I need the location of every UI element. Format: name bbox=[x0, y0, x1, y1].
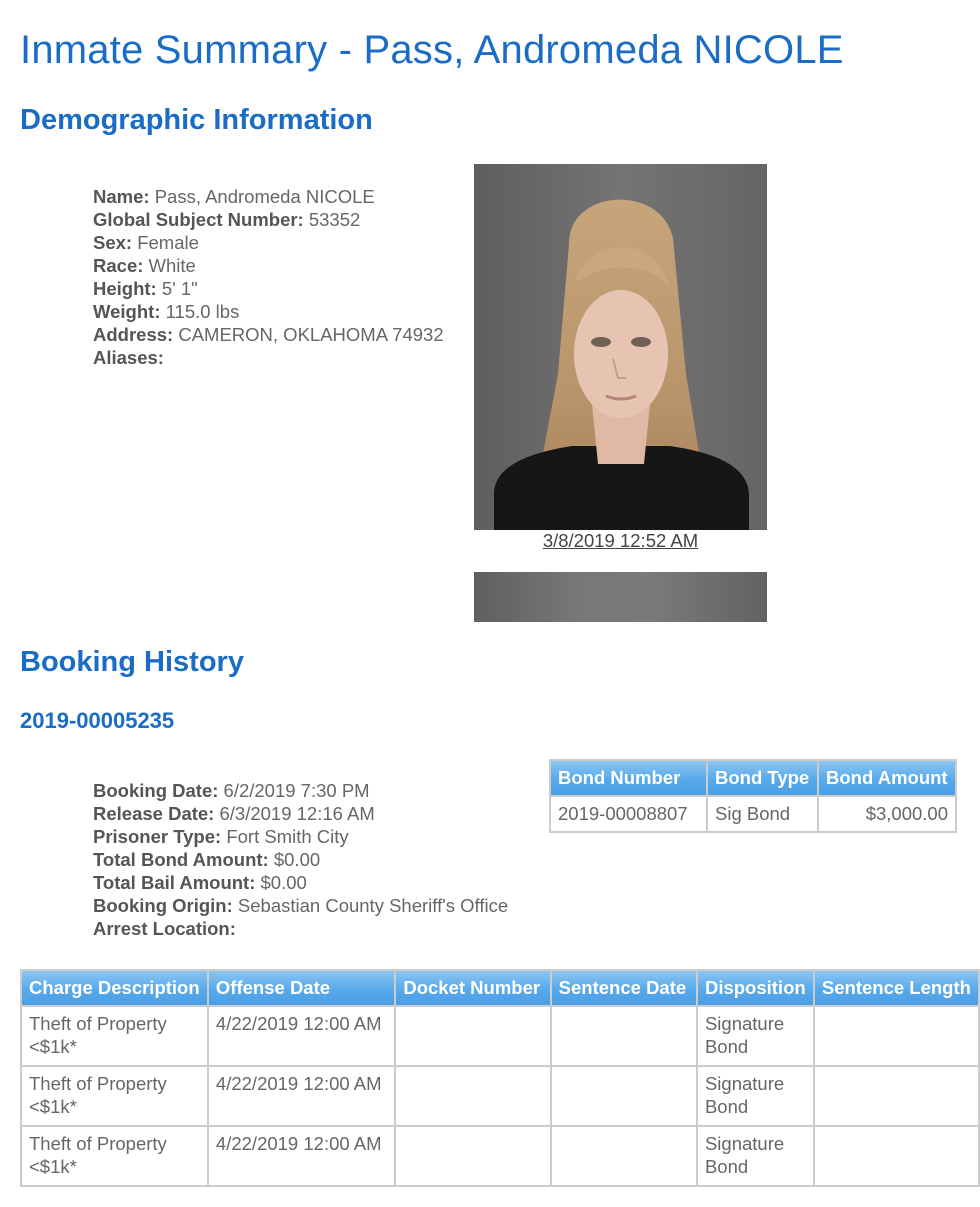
column-header: Disposition bbox=[697, 970, 814, 1006]
field-value: 5' 1" bbox=[161, 278, 198, 299]
sentence-length-cell bbox=[814, 1126, 979, 1186]
bond-amount-cell: $3,000.00 bbox=[818, 796, 956, 832]
bond-row bbox=[550, 796, 956, 832]
field-label: Name: bbox=[93, 186, 150, 207]
charges-header-row bbox=[21, 970, 979, 1006]
photo-date-link[interactable]: 3/8/2019 12:52 AM bbox=[542, 530, 699, 551]
field-label: Sex: bbox=[93, 232, 133, 253]
sentence-length-cell bbox=[814, 1066, 979, 1126]
offense-date-cell: 4/22/2019 12:00 AM bbox=[208, 1066, 395, 1126]
field-value: 53352 bbox=[308, 209, 361, 230]
field-name bbox=[93, 185, 444, 208]
field-label: Weight: bbox=[93, 301, 161, 322]
field-weight bbox=[93, 300, 444, 323]
booking-number: 2019-00005235 bbox=[20, 708, 175, 733]
column-header: Offense Date bbox=[208, 970, 395, 1006]
field-label: Prisoner Type: bbox=[93, 826, 222, 847]
field-total-bail-amount bbox=[93, 871, 508, 894]
field-value: $0.00 bbox=[260, 872, 307, 893]
field-value: Female bbox=[137, 232, 199, 253]
column-header: Bond Number bbox=[550, 760, 707, 796]
field-label: Race: bbox=[93, 255, 144, 276]
field-release-date bbox=[93, 802, 508, 825]
field-height bbox=[93, 277, 444, 300]
offense-date-cell: 4/22/2019 12:00 AM bbox=[208, 1006, 395, 1066]
field-sex bbox=[93, 231, 444, 254]
field-label: Arrest Location: bbox=[93, 918, 236, 939]
mugshot-illustration bbox=[474, 164, 767, 530]
field-value: $0.00 bbox=[273, 849, 321, 870]
field-value: Fort Smith City bbox=[226, 826, 349, 847]
field-label: Booking Date: bbox=[93, 780, 219, 801]
bond-header-row bbox=[550, 760, 956, 796]
charge-row bbox=[21, 1006, 979, 1066]
docket-number-cell bbox=[395, 1006, 550, 1066]
column-header: Charge Description bbox=[21, 970, 208, 1006]
column-header: Bond Type bbox=[707, 760, 818, 796]
charges-table bbox=[20, 969, 980, 1187]
field-value: 6/2/2019 7:30 PM bbox=[223, 780, 370, 801]
bond-type-cell: Sig Bond bbox=[707, 796, 818, 832]
field-total-bond-amount bbox=[93, 848, 508, 871]
sentence-length-cell bbox=[814, 1006, 979, 1066]
demographic-fields bbox=[93, 185, 444, 369]
field-address bbox=[93, 323, 444, 346]
field-label: Release Date: bbox=[93, 803, 215, 824]
field-race bbox=[93, 254, 444, 277]
disposition-cell: Signature Bond bbox=[697, 1066, 814, 1126]
booking-fields bbox=[93, 779, 508, 940]
bond-number-cell: 2019-00008807 bbox=[550, 796, 707, 832]
column-header: Sentence Length bbox=[814, 970, 979, 1006]
column-header: Docket Number bbox=[395, 970, 550, 1006]
field-global-subject-number bbox=[93, 208, 444, 231]
page-title: Inmate Summary - Pass, Andromeda NICOLE bbox=[20, 28, 844, 72]
field-prisoner-type bbox=[93, 825, 508, 848]
disposition-cell: Signature Bond bbox=[697, 1126, 814, 1186]
charge-description-cell: Theft of Property <$1k* bbox=[21, 1126, 208, 1186]
mugshot-photo bbox=[474, 164, 767, 530]
charge-description-cell: Theft of Property <$1k* bbox=[21, 1066, 208, 1126]
field-value: 6/3/2019 12:16 AM bbox=[219, 803, 375, 824]
field-value: Pass, Andromeda NICOLE bbox=[154, 186, 375, 207]
charge-row bbox=[21, 1126, 979, 1186]
sentence-date-cell bbox=[551, 1126, 697, 1186]
field-arrest-location bbox=[93, 917, 508, 940]
docket-number-cell bbox=[395, 1066, 550, 1126]
field-booking-date bbox=[93, 779, 508, 802]
sentence-date-cell bbox=[551, 1066, 697, 1126]
field-label: Height: bbox=[93, 278, 157, 299]
field-aliases bbox=[93, 346, 444, 369]
field-value: Sebastian County Sheriff's Office bbox=[237, 895, 509, 916]
offense-date-cell: 4/22/2019 12:00 AM bbox=[208, 1126, 395, 1186]
demographic-heading: Demographic Information bbox=[20, 104, 373, 136]
field-value: 115.0 lbs bbox=[165, 301, 240, 322]
column-header: Sentence Date bbox=[551, 970, 697, 1006]
field-label: Address: bbox=[93, 324, 174, 345]
field-booking-origin bbox=[93, 894, 508, 917]
field-label: Booking Origin: bbox=[93, 895, 233, 916]
sentence-date-cell bbox=[551, 1006, 697, 1066]
bond-table bbox=[549, 759, 957, 833]
column-header: Bond Amount bbox=[818, 760, 956, 796]
charge-description-cell: Theft of Property <$1k* bbox=[21, 1006, 208, 1066]
field-value: CAMERON, OKLAHOMA 74932 bbox=[178, 324, 444, 345]
charge-row bbox=[21, 1066, 979, 1126]
field-label: Aliases: bbox=[93, 347, 164, 368]
booking-history-heading: Booking History bbox=[20, 646, 244, 678]
disposition-cell: Signature Bond bbox=[697, 1006, 814, 1066]
field-label: Total Bond Amount: bbox=[93, 849, 269, 870]
field-value: White bbox=[148, 255, 196, 276]
field-label: Global Subject Number: bbox=[93, 209, 304, 230]
field-label: Total Bail Amount: bbox=[93, 872, 256, 893]
photo-thumbnail[interactable] bbox=[474, 572, 767, 622]
docket-number-cell bbox=[395, 1126, 550, 1186]
